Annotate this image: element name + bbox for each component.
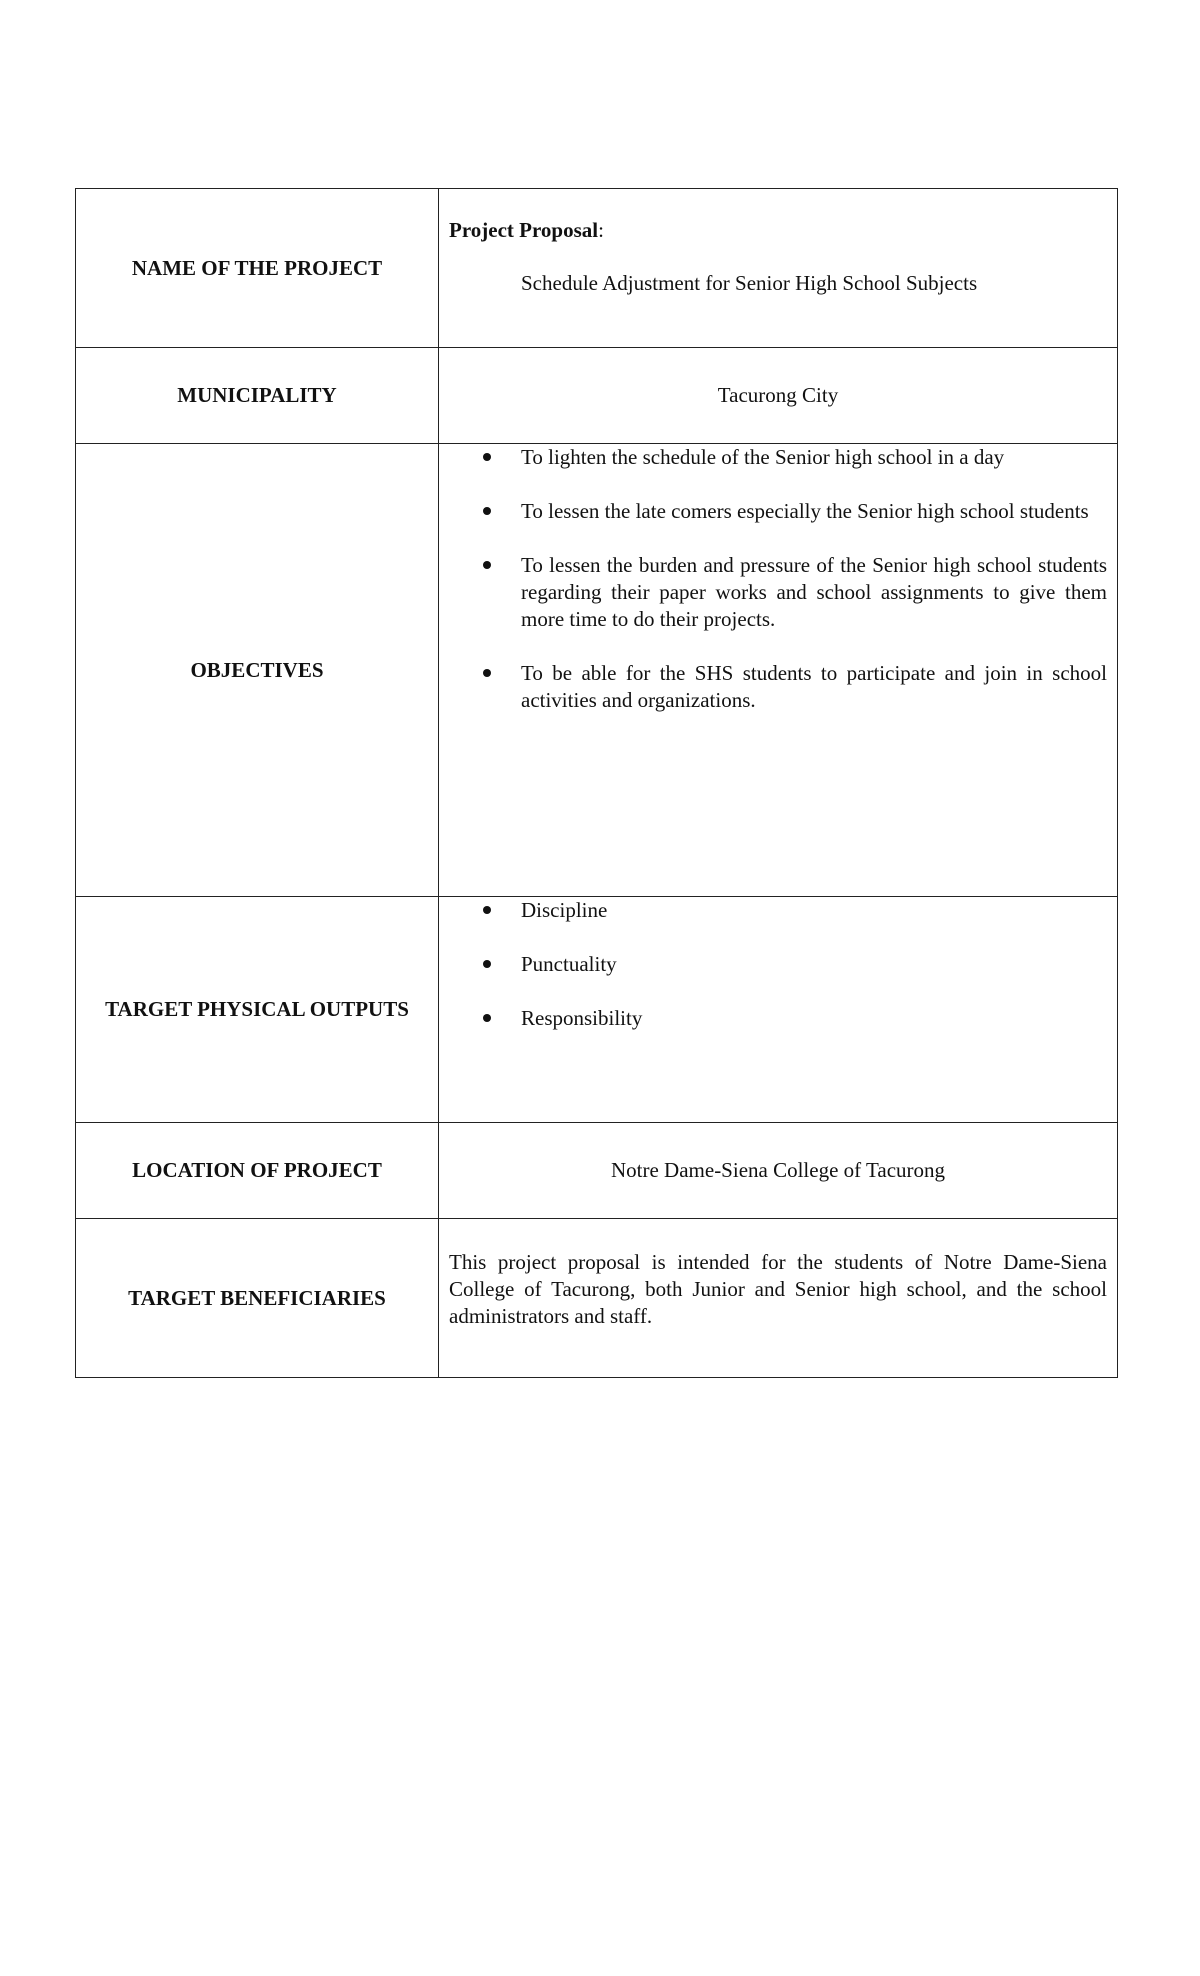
list-item — [449, 444, 1107, 471]
bullet-icon — [483, 561, 491, 569]
beneficiaries-text: This project proposal is intended for the students of Notre Dame-Siena College of Tacurong, both Junior and Senior high school, and the school administrators and staff. — [449, 1250, 1107, 1328]
target-outputs-cell — [439, 897, 1118, 1123]
beneficiaries-label: TARGET BENEFICIARIES — [76, 1219, 439, 1378]
bullet-icon — [483, 1014, 491, 1022]
row-municipality — [76, 348, 1118, 444]
project-name-cell — [439, 189, 1118, 348]
project-title: Schedule Adjustment for Senior High School Subjects — [521, 271, 978, 295]
list-item — [449, 498, 1107, 525]
project-proposal-table — [75, 188, 1118, 1378]
proposal-heading — [449, 217, 1107, 244]
list-item — [449, 552, 1107, 633]
row-location — [76, 1123, 1118, 1219]
bullet-icon — [483, 507, 491, 515]
beneficiaries-cell — [439, 1219, 1118, 1378]
output-text: Punctuality — [521, 952, 617, 976]
output-text: Responsibility — [521, 1006, 643, 1030]
proposal-heading-colon: : — [598, 218, 604, 242]
objective-text: To lessen the late comers especially the Senior high school students — [521, 499, 1089, 523]
project-name-label: NAME OF THE PROJECT — [76, 189, 439, 348]
municipality-label: MUNICIPALITY — [76, 348, 439, 444]
objective-text: To lessen the burden and pressure of the Senior high school students regarding their paper works and school assignments to give them more time to do their projects. — [521, 553, 1107, 631]
list-item — [449, 1005, 1107, 1032]
list-item — [449, 897, 1107, 924]
location-label: LOCATION OF PROJECT — [76, 1123, 439, 1219]
target-outputs-label: TARGET PHYSICAL OUTPUTS — [76, 897, 439, 1123]
bullet-icon — [483, 960, 491, 968]
row-objectives — [76, 444, 1118, 897]
bullet-icon — [483, 453, 491, 461]
objectives-cell — [439, 444, 1118, 897]
row-project-name — [76, 189, 1118, 348]
row-target-outputs — [76, 897, 1118, 1123]
location-value: Notre Dame-Siena College of Tacurong — [439, 1123, 1118, 1219]
proposal-heading-text: Project Proposal — [449, 218, 599, 242]
list-item — [449, 951, 1107, 978]
municipality-value: Tacurong City — [439, 348, 1118, 444]
objectives-list — [449, 444, 1107, 714]
objective-text: To be able for the SHS students to participate and join in school activities and organizations. — [521, 661, 1107, 712]
objectives-label: OBJECTIVES — [76, 444, 439, 897]
objective-text: To lighten the schedule of the Senior high school in a day — [521, 445, 1005, 469]
list-item — [449, 660, 1107, 714]
bullet-icon — [483, 906, 491, 914]
row-beneficiaries — [76, 1219, 1118, 1378]
outputs-list — [449, 897, 1107, 1032]
bullet-icon — [483, 669, 491, 677]
output-text: Discipline — [521, 898, 608, 922]
